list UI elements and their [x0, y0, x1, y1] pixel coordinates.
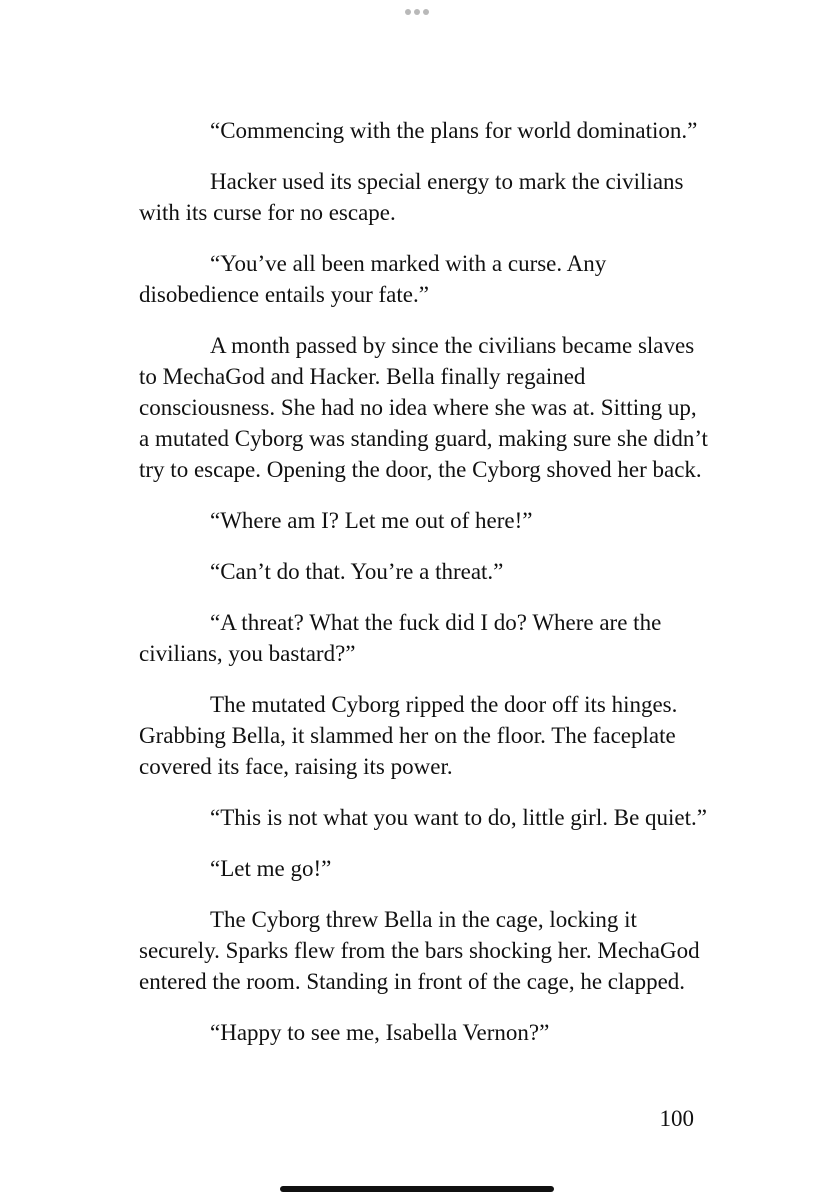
paragraph: “This is not what you want to do, little girl. Be quiet.” — [210, 805, 707, 830]
paragraph: “Happy to see me, Isabella Vernon?” — [210, 1020, 550, 1045]
page-number: 100 — [659, 1106, 694, 1131]
dot — [405, 9, 411, 15]
paragraph: “Where am I? Let me out of here!” — [210, 508, 533, 533]
paragraph: The Cyborg threw Bella in the cage, locking it securely. Sparks flew from the bars shocking her. MechaGod entered the room. Standing in front of the cage, he clapped. — [139, 907, 700, 994]
book-page — [139, 115, 709, 1068]
paragraph: “Let me go!” — [210, 856, 332, 881]
home-indicator[interactable] — [280, 1186, 554, 1192]
paragraph: A month passed by since the civilians became slaves to MechaGod and Hacker. Bella finally regained consciousness. She had no idea where she was at. Sitting up, a mutated Cyborg was standing guard, making sure she didn’t try to escape. Opening the door, the Cyborg shoved her back. — [139, 333, 708, 482]
dot — [414, 9, 420, 15]
dot — [423, 9, 429, 15]
paragraph: The mutated Cyborg ripped the door off its hinges. Grabbing Bella, it slammed her on the floor. The faceplate covered its face, raising its power. — [139, 692, 678, 779]
more-dots-icon[interactable] — [405, 8, 429, 16]
paragraph: Hacker used its special energy to mark the civilians with its curse for no escape. — [139, 169, 684, 225]
paragraph: “A threat? What the fuck did I do? Where are the civilians, you bastard?” — [139, 610, 662, 666]
paragraph: “You’ve all been marked with a curse. Any disobedience entails your fate.” — [139, 251, 607, 307]
paragraph: “Can’t do that. You’re a threat.” — [210, 559, 504, 584]
paragraph: “Commencing with the plans for world domination.” — [210, 118, 698, 143]
